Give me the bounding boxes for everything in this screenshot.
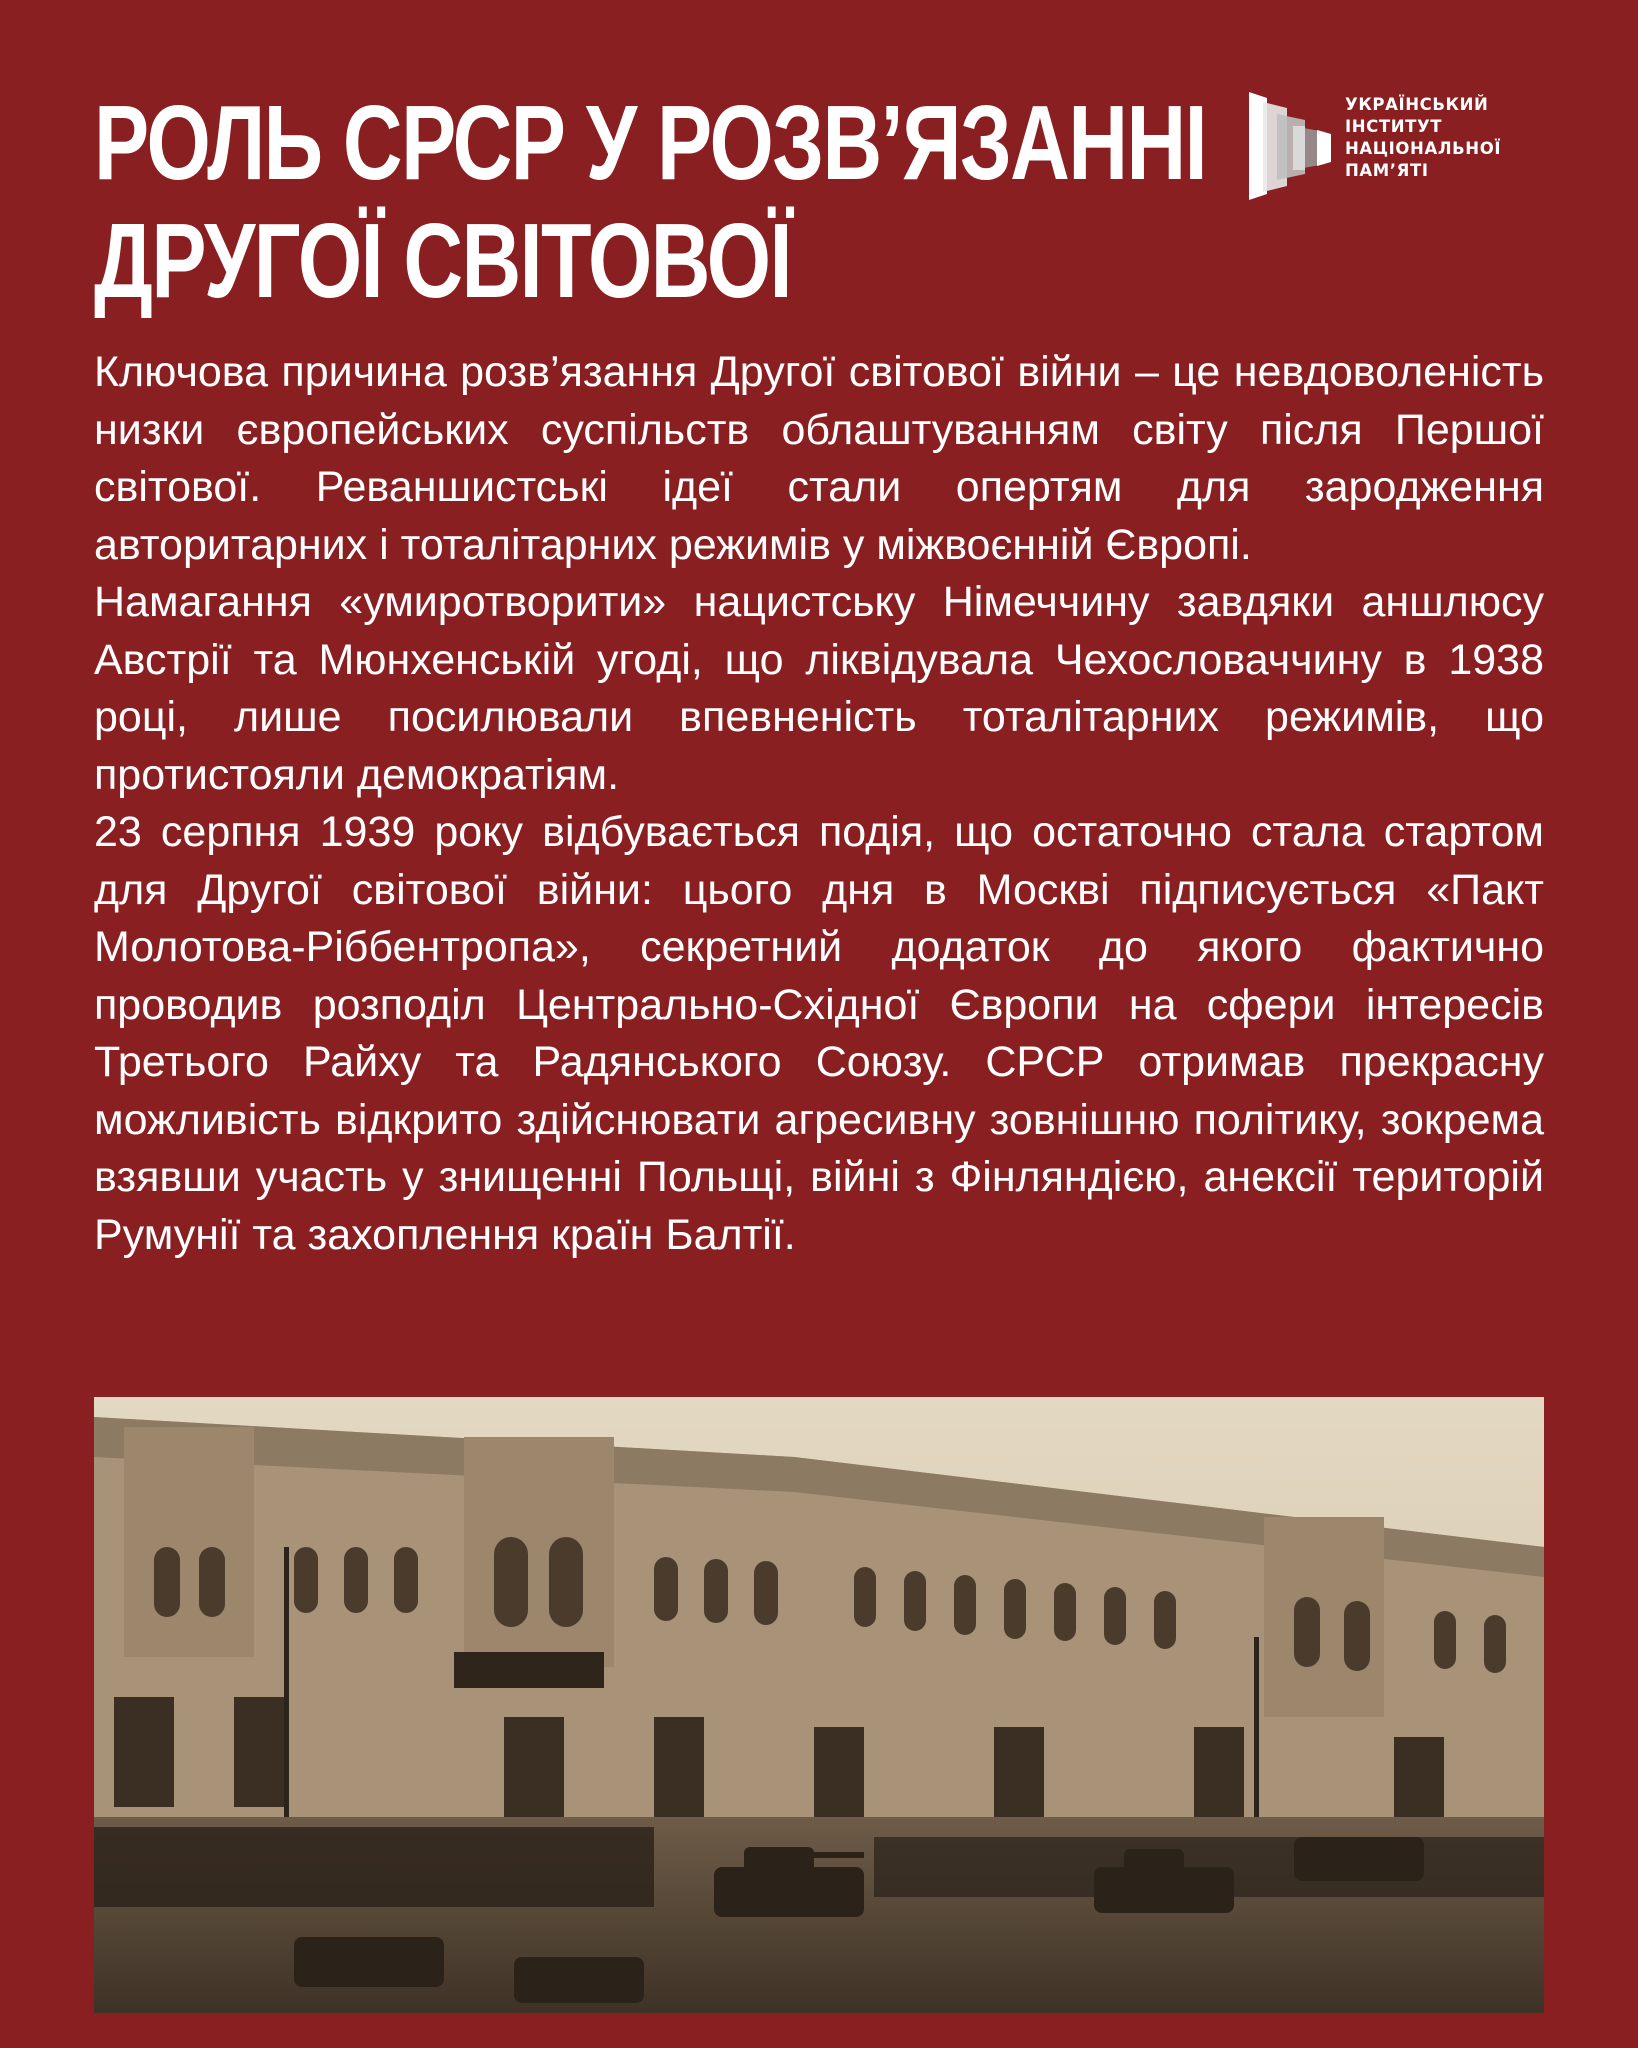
logo-line-4: ПАМ’ЯТІ bbox=[1345, 161, 1429, 180]
page-title bbox=[94, 84, 1207, 320]
institute-logo bbox=[1247, 90, 1547, 205]
logo-line-1: УКРАЇНСЬКИЙ bbox=[1345, 95, 1489, 114]
title-line-2: ДРУГОЇ СВІТОВОЇ bbox=[94, 202, 791, 320]
paragraph-3: 23 серпня 1939 року відбувається подія, що остаточно стала стартом для Другої світової війни: цього дня в Москві підписується «Пакт Молотова-Ріббентропа», секретний додаток до якого фактично проводив розподіл Центрально-Східної Європи на сфери інтересів Третього Райху та Радянського Союзу. СРСР отримав прекрасну можливість відкрито здійснювати агресивну зовнішню політику, зокрема взявши участь у знищенні Польщі, війні з Фінляндією, анексії територій Румунії та захоплення країн Балтії. bbox=[94, 808, 1544, 1259]
article-body bbox=[94, 344, 1544, 1264]
logo-line-2: ІНСТИТУТ bbox=[1345, 117, 1443, 136]
paragraph-1: Ключова причина розв’язання Другої світової війни – це невдоволеність низки європейських суспільств облаштуванням світу після Першої світової. Реваншистські ідеї стали опертям для зародження авторитарних і тоталітарних режимів у міжвоєнній Європі. bbox=[94, 348, 1544, 569]
logo-text bbox=[1345, 94, 1501, 182]
photo-street-parade-image bbox=[94, 1397, 1544, 2013]
logo-line-3: НАЦІОНАЛЬНОЇ bbox=[1345, 139, 1502, 158]
title-line-1: РОЛЬ СРСР У РОЗВ’ЯЗАННІ bbox=[94, 84, 1207, 202]
paragraph-2: Намагання «умиротворити» нацистську Німеччину завдяки аншлюсу Австрії та Мюнхенській угоді, що ліквідувала Чехословаччину в 1938 році, лише посилювали впевненість тоталітарних режимів, що протистояли демократіям. bbox=[94, 578, 1544, 799]
historical-photo bbox=[94, 1397, 1544, 2013]
uinp-logo-icon bbox=[1247, 90, 1337, 202]
